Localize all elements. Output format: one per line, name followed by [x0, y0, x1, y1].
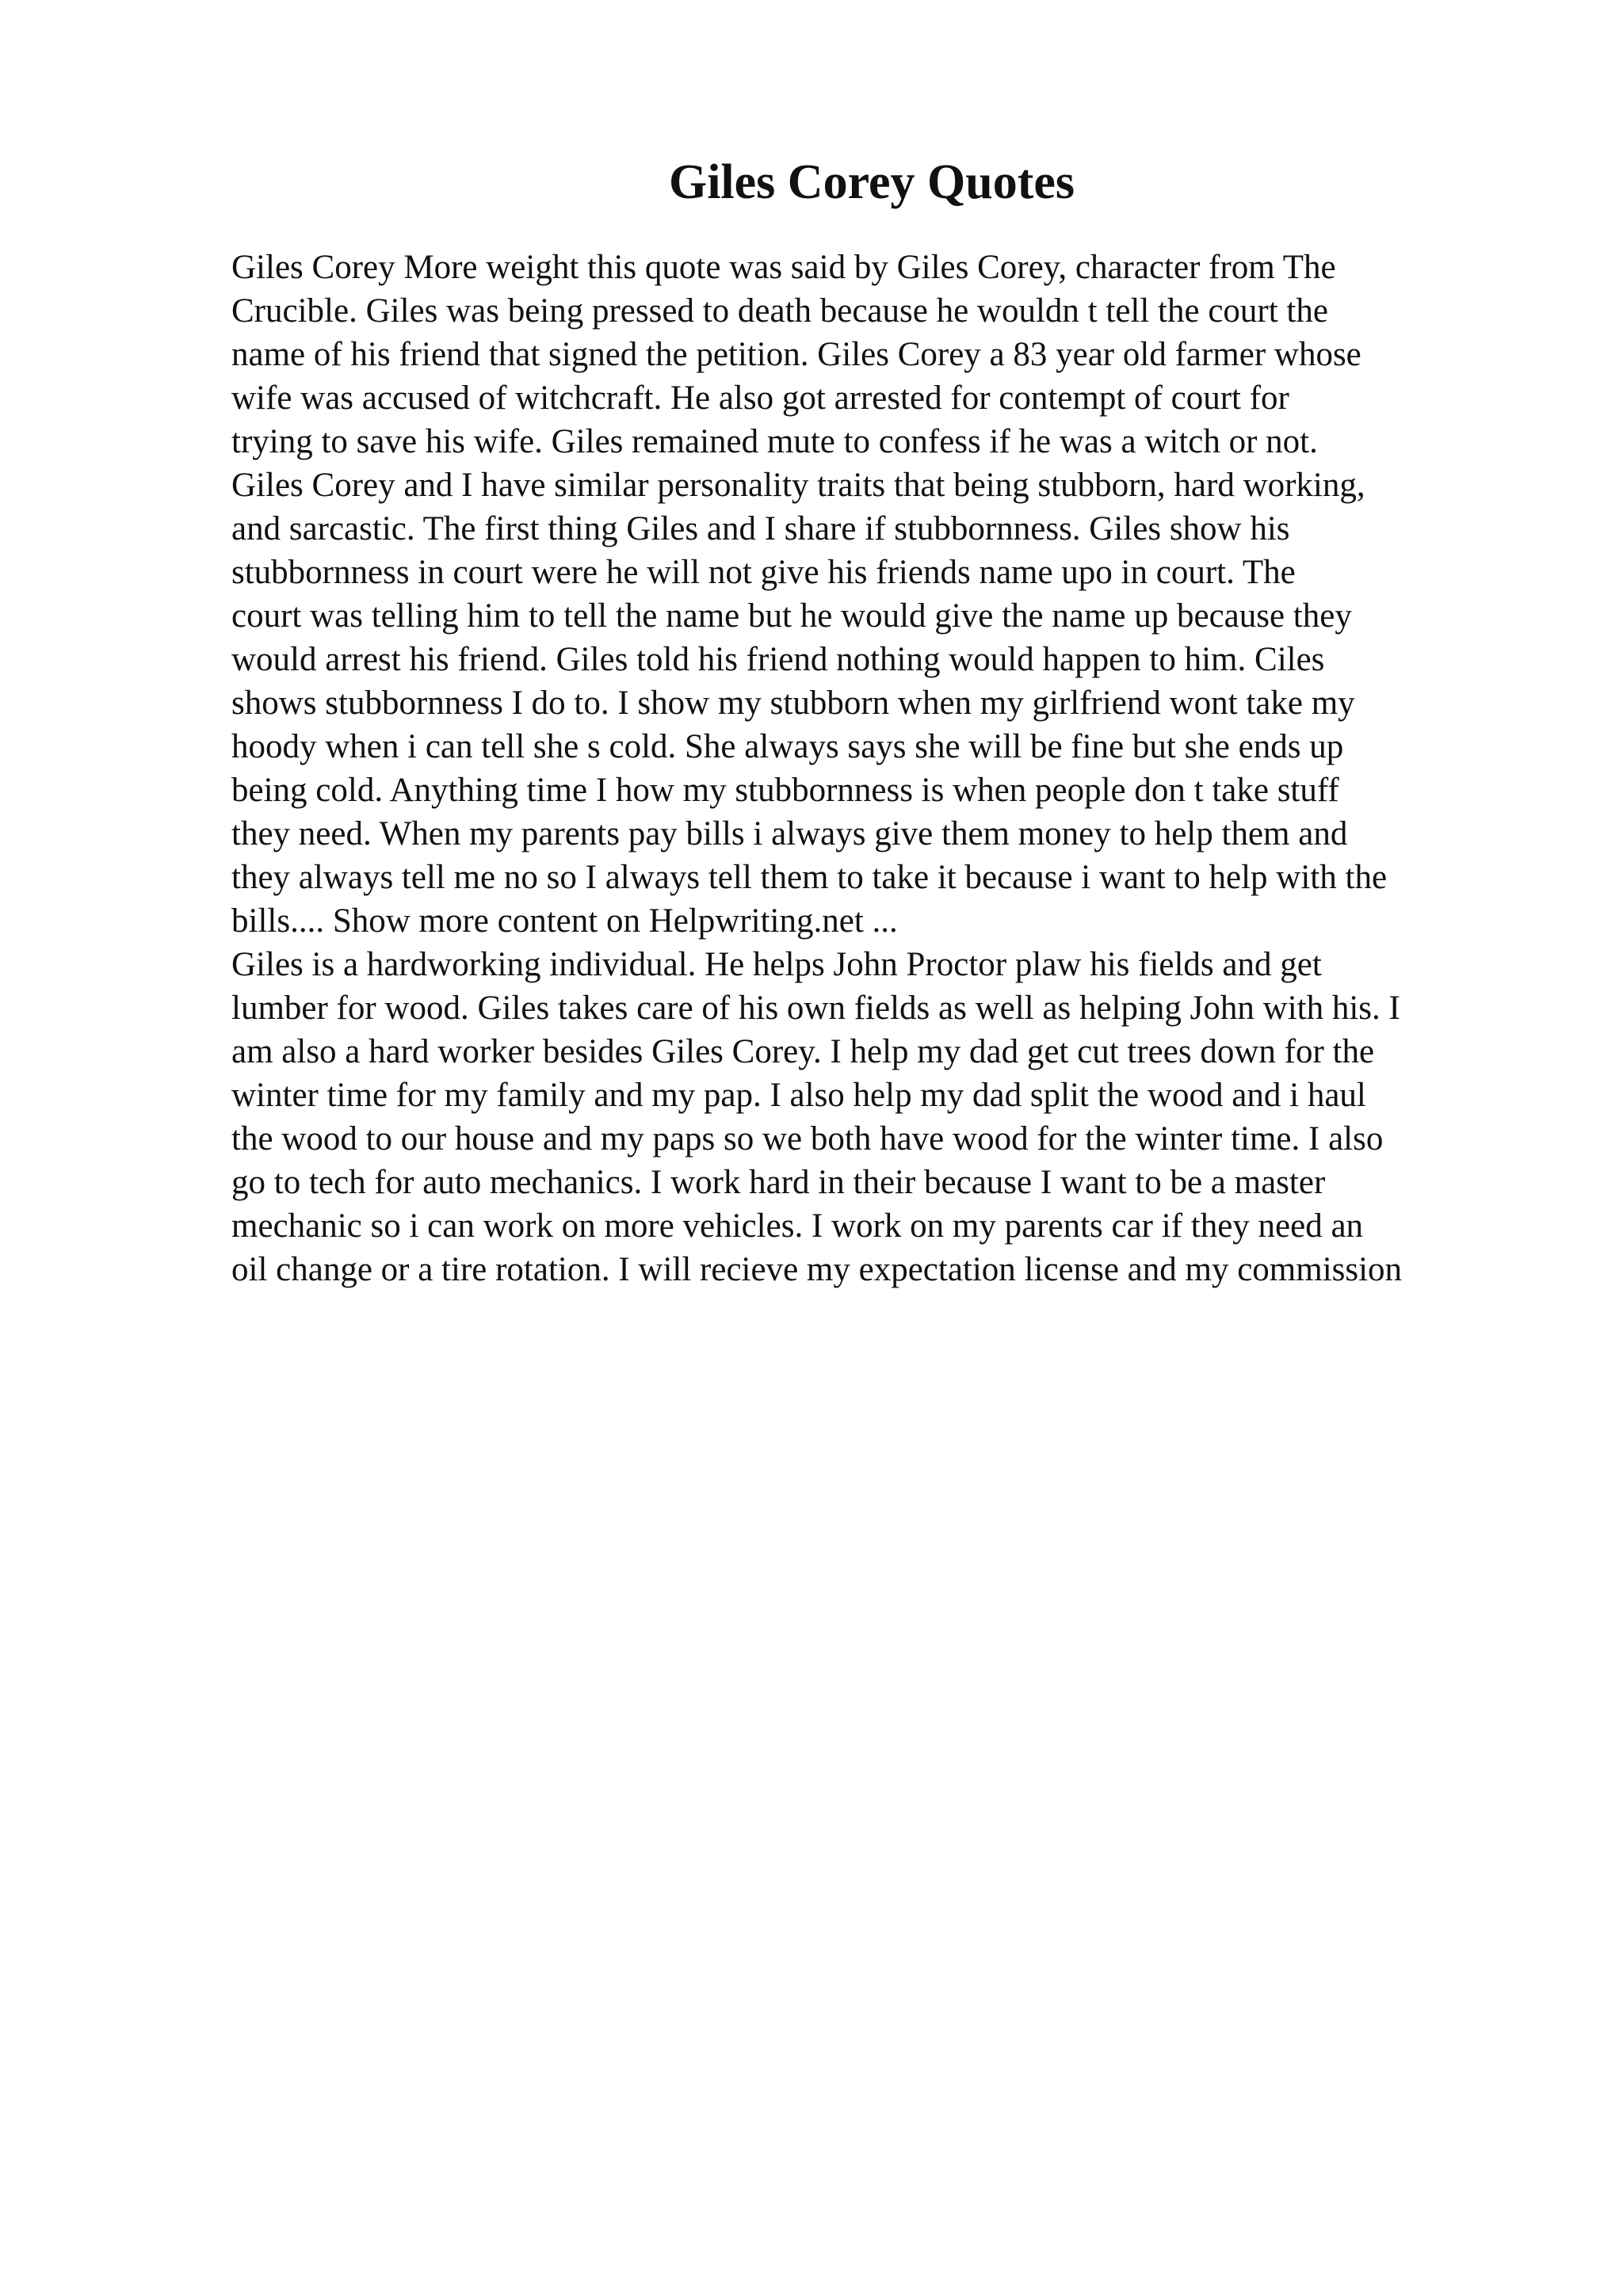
text-line: am also a hard worker besides Giles Corey. I help my dad get cut trees down for the — [231, 1033, 1375, 1070]
text-line: the wood to our house and my paps so we both have wood for the winter time. I also — [231, 1120, 1384, 1158]
text-line: stubbornness in court were he will not give his friends name upo in court. The — [231, 554, 1296, 591]
document-title: Giles Corey Quotes — [668, 155, 1075, 209]
text-line: they need. When my parents pay bills i always give them money to help them and — [231, 815, 1348, 852]
document-body — [231, 246, 1594, 1291]
text-line: being cold. Anything time I how my stubbornness is when people don t take stuff — [231, 772, 1339, 809]
text-line: Giles Corey More weight this quote was said by Giles Corey, character from The — [231, 249, 1336, 286]
text-line: would arrest his friend. Giles told his friend nothing would happen to him. Ciles — [231, 641, 1325, 678]
text-line: Giles is a hardworking individual. He helps John Proctor plaw his fields and get — [231, 946, 1322, 983]
text-line: oil change or a tire rotation. I will recieve my expectation license and my commission — [231, 1251, 1403, 1288]
text-line: trying to save his wife. Giles remained mute to confess if he was a witch or not. — [231, 423, 1318, 460]
text-line: court was telling him to tell the name but he would give the name up because they — [231, 597, 1352, 635]
text-line: shows stubbornness I do to. I show my stubborn when my girlfriend wont take my — [231, 685, 1355, 722]
text-line: bills.... Show more content on Helpwriting.net ... — [231, 902, 898, 940]
text-line: lumber for wood. Giles takes care of his own fields as well as helping John with his. I — [231, 990, 1400, 1027]
text-line: and sarcastic. The first thing Giles and I share if stubbornness. Giles show his — [231, 510, 1290, 547]
text-line: wife was accused of witchcraft. He also got arrested for contempt of court for — [231, 379, 1289, 417]
text-line: mechanic so i can work on more vehicles. I work on my parents car if they need an — [231, 1207, 1364, 1245]
text-line: Giles Corey and I have similar personality traits that being stubborn, hard working, — [231, 467, 1365, 504]
text-line: name of his friend that signed the petition. Giles Corey a 83 year old farmer whose — [231, 336, 1361, 373]
text-line: go to tech for auto mechanics. I work hard in their because I want to be a master — [231, 1164, 1326, 1201]
text-line: Crucible. Giles was being pressed to death because he wouldn t tell the court the — [231, 292, 1328, 330]
text-line: hoody when i can tell she s cold. She always says she will be fine but she ends up — [231, 728, 1344, 765]
text-line: they always tell me no so I always tell them to take it because i want to help with the — [231, 859, 1388, 896]
text-line: winter time for my family and my pap. I also help my dad split the wood and i haul — [231, 1077, 1366, 1114]
